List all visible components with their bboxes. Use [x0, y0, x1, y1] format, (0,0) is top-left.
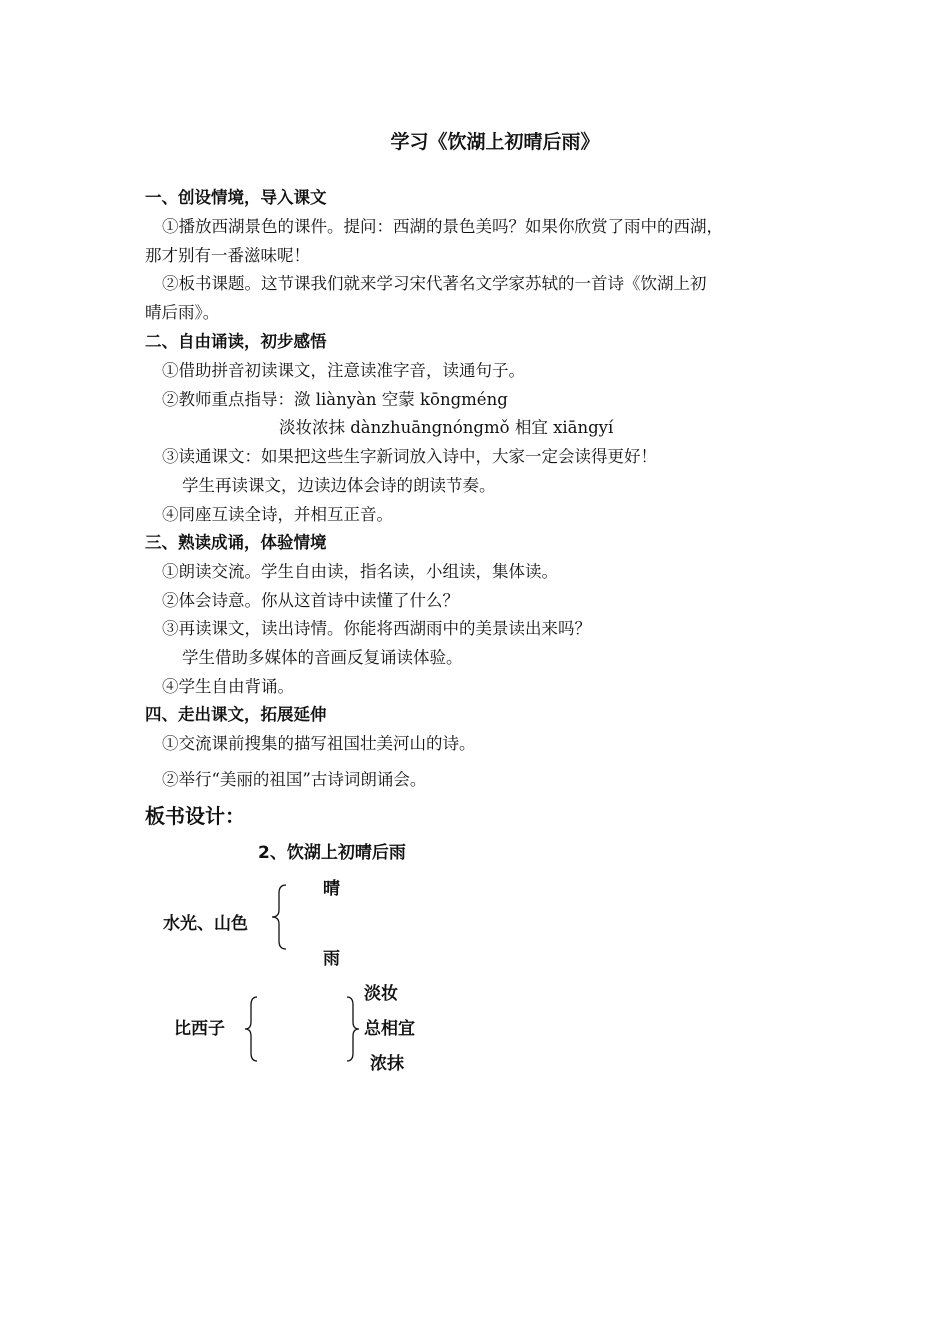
section-2-line-2: ②教师重点指导：潋 liànyàn 空蒙 kōngméng	[162, 390, 508, 409]
section-3-line-2: ②体会诗意。你从这首诗中读懂了什么？	[162, 591, 459, 610]
section-1-line-4: 晴后雨》。	[145, 303, 220, 322]
board-left-label: 水光、山色	[163, 914, 248, 934]
section-3-heading: 三、熟读成诵，体验情境	[145, 533, 327, 552]
section-2-line-1: ①借助拼音初读课文，注意读准字音，读通句子。	[162, 361, 525, 380]
section-1-line-1: ①播放西湖景色的课件。提问：西湖的景色美吗？如果你欣赏了雨中的西湖，	[162, 217, 723, 236]
section-2-line-3: 淡妆浓抹 dànzhuāngnóngmǒ 相宜 xiāngyí	[279, 418, 614, 437]
left-brace-icon	[270, 884, 290, 950]
board-compare-label: 比西子	[174, 1019, 225, 1039]
board-word-2: 总相宜	[364, 1019, 415, 1039]
board-bottom-word: 雨	[323, 949, 340, 969]
section-2-line-4: ③读通课文：如果把这些生字新词放入诗中，大家一定会读得更好！	[162, 447, 657, 466]
section-3-line-5: ④学生自由背诵。	[162, 677, 294, 696]
section-4-heading: 四、走出课文，拓展延伸	[145, 705, 327, 724]
board-word-3: 浓抹	[370, 1054, 404, 1074]
board-word-1: 淡妆	[364, 984, 398, 1004]
section-1-line-3: ②板书课题。这节课我们就来学习宋代著名文学家苏轼的一首诗《饮湖上初	[162, 274, 707, 293]
section-1-heading: 一、创设情境，导入课文	[145, 188, 327, 207]
section-4-line-1: ①交流课前搜集的描写祖国壮美河山的诗。	[162, 734, 476, 753]
section-3-line-4: 学生借助多媒体的音画反复诵读体验。	[182, 648, 463, 667]
board-top-word: 晴	[323, 879, 340, 899]
section-2-line-6: ④同座互读全诗，并相互正音。	[162, 505, 393, 524]
right-brace-icon	[344, 996, 360, 1062]
document-title: 学习《饮湖上初晴后雨》	[390, 131, 600, 153]
section-3-line-1: ①朗读交流。学生自由读，指名读，小组读，集体读。	[162, 562, 558, 581]
section-1-line-2: 那才别有一番滋味呢！	[145, 246, 310, 265]
section-2-line-5: 学生再读课文，边读边体会诗的朗读节奏。	[182, 476, 496, 495]
section-2-heading: 二、自由诵读，初步感悟	[145, 332, 327, 351]
section-3-line-3: ③再读课文，读出诗情。你能将西湖雨中的美景读出来吗？	[162, 619, 591, 638]
board-heading: 板书设计：	[145, 804, 245, 828]
section-4-line-2: ②举行“美丽的祖国”古诗词朗诵会。	[162, 770, 427, 789]
left-brace-icon	[244, 996, 260, 1062]
board-lesson-title: 2、饮湖上初晴后雨	[258, 843, 406, 863]
